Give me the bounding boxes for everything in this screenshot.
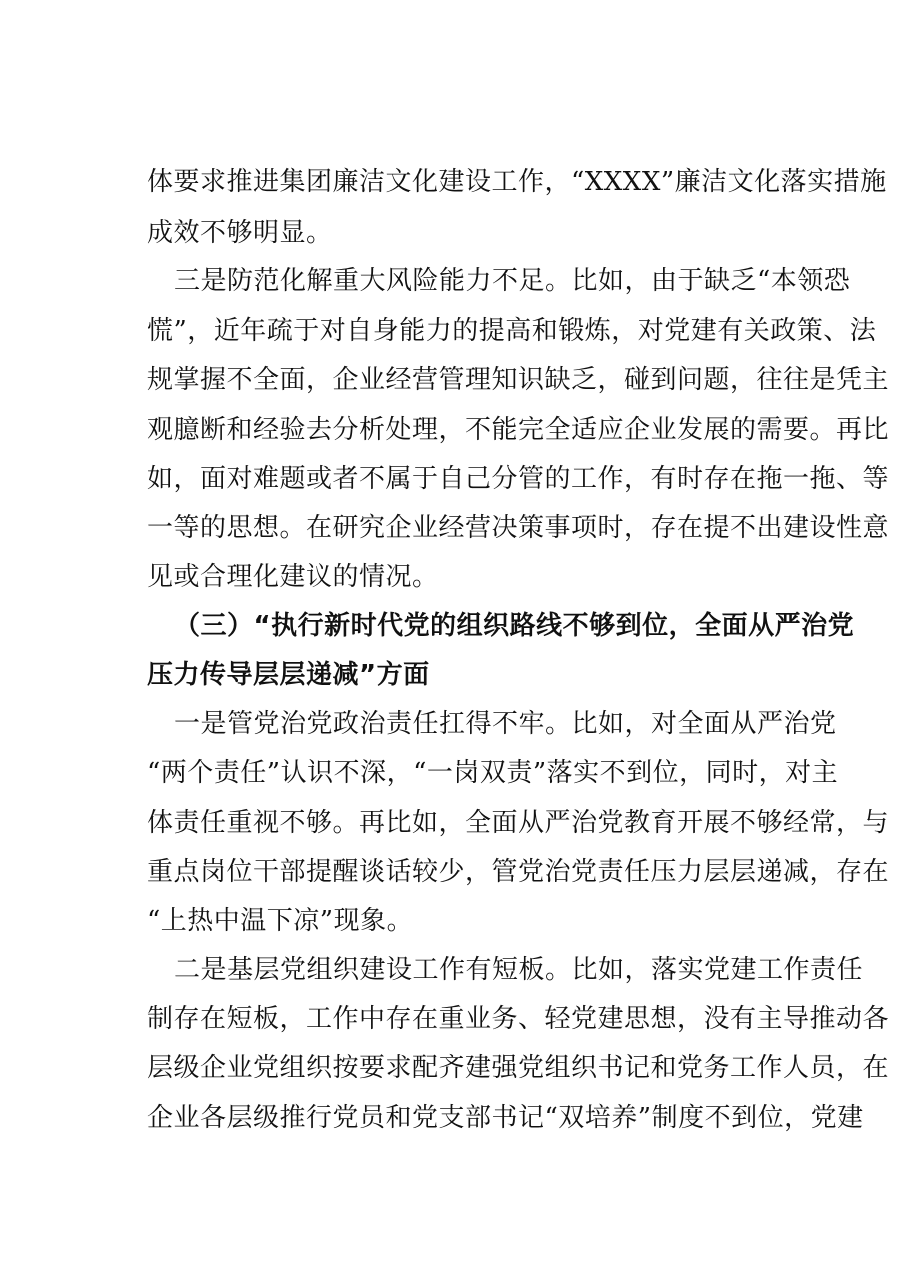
paragraph-line: 如，面对难题或者不属于自己分管的工作，有时存在拖一拖、等 — [147, 464, 890, 494]
paragraph-line: 制存在短板，工作中存在重业务、轻党建思想，没有主导推动各 — [147, 1004, 890, 1034]
paragraph-line: 一是管党治党政治责任扛得不牢。比如，对全面从严治党 — [174, 709, 837, 739]
paragraph-line: 慌”，近年疏于对自身能力的提高和锻炼，对党建有关政策、法 — [147, 316, 877, 346]
paragraph-line: 见或合理化建议的情况。 — [147, 562, 439, 592]
paragraph-line: “上热中温下凉”现象。 — [147, 906, 414, 936]
paragraph-line: 企业各层级推行党员和党支部书记“双培养”制度不到位，党建 — [147, 1103, 864, 1133]
paragraph-line: 三是防范化解重大风险能力不足。比如，由于缺乏“本领恐 — [174, 266, 851, 296]
paragraph-line: 成效不够明显。 — [147, 218, 333, 248]
paragraph-line: 二是基层党组织建设工作有短板。比如，落实党建工作责任 — [174, 955, 864, 985]
paragraph-line: 体要求推进集团廉洁文化建设工作，“XXXX”廉洁文化落实措施 — [147, 167, 887, 197]
section-heading-line: 压力传导层层递减”方面 — [147, 660, 430, 690]
paragraph-line: 一等的思想。在研究企业经营决策事项时，存在提不出建设性意 — [147, 513, 890, 543]
section-heading-line: （三）“执行新时代党的组织路线不够到位，全面从严治党 — [174, 611, 855, 641]
paragraph-line: 层级企业党组织按要求配齐建强党组织书记和党务工作人员，在 — [147, 1053, 890, 1083]
paragraph-line: 观臆断和经验去分析处理，不能完全适应企业发展的需要。再比 — [147, 415, 890, 445]
paragraph-line: 重点岗位干部提醒谈话较少，管党治党责任压力层层递减，存在 — [147, 857, 890, 887]
paragraph-line: 规掌握不全面，企业经营管理知识缺乏，碰到问题，往往是凭主 — [147, 365, 890, 395]
paragraph-line: “两个责任”认识不深，“一岗双责”落实不到位，同时，对主 — [147, 758, 839, 788]
paragraph-line: 体责任重视不够。再比如，全面从严治党教育开展不够经常，与 — [147, 808, 890, 838]
